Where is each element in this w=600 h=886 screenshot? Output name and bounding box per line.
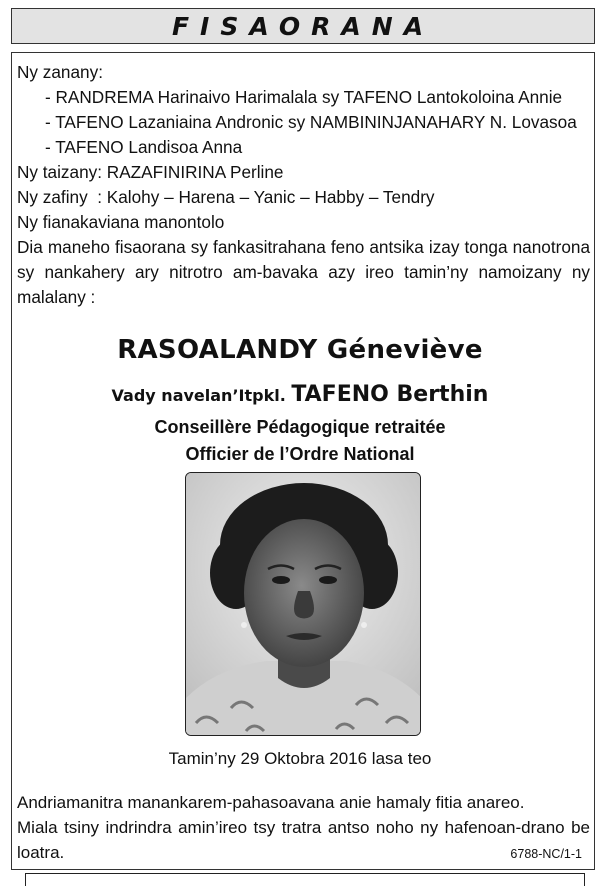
spouse-line	[0, 382, 600, 407]
closing-line: Andriamanitra manankarem-pahasoavana anie hamaly fitia anareo.	[17, 793, 525, 812]
death-date: Tamin’ny 29 Oktobra 2016 lasa teo	[168, 749, 432, 768]
family-section	[17, 60, 590, 310]
portrait-illustration	[186, 473, 421, 736]
title-line: Conseillère Pédagogique retraitée	[154, 417, 446, 437]
child-line	[17, 135, 590, 160]
announcement-header	[11, 8, 595, 44]
next-announcement-edge	[25, 873, 585, 886]
child-text: - TAFENO Lazaniaina Andronic sy NAMBININJANAHARY N. Lovasoa	[45, 112, 577, 132]
child-line	[17, 110, 590, 135]
closing-line: Miala tsiny indrindra amin’ireo tsy tratra antso noho ny hafenoan-drano be loatra.	[17, 818, 590, 862]
extended-family-line: Ny fianakaviana manontolo	[17, 212, 225, 232]
grandchildren-line: Ny zafiny : Kalohy – Harena – Yanic – Habby – Tendry	[17, 187, 435, 207]
spouse-name: TAFENO Berthin	[291, 382, 489, 407]
title-line: Officier de l’Ordre National	[185, 444, 415, 464]
child-text: - TAFENO Landisoa Anna	[45, 137, 243, 157]
children-label: Ny zanany:	[17, 62, 103, 82]
niece-line: Ny taizany: RAZAFINIRINA Perline	[17, 162, 284, 182]
deceased-name: RASOALANDY Géneviève	[117, 335, 483, 365]
spouse-prefix: Vady navelan’Itpkl.	[111, 386, 286, 405]
thanks-paragraph: Dia maneho fisaorana sy fankasitrahana feno antsika izay tonga nanotrona sy nankahery ary nitrotro am-bavaka azy ireo tamin’ny namoizany ny malalany :	[17, 237, 590, 307]
child-line	[17, 85, 590, 110]
portrait-photo	[185, 472, 421, 736]
announcement-title: FISAORANA	[171, 11, 435, 41]
child-text: - RANDREMA Harinaivo Harimalala sy TAFENO Lantokoloina Annie	[45, 87, 563, 107]
deceased-titles	[0, 414, 600, 468]
reference-code: 6788-NC/1-1	[510, 847, 582, 861]
closing-section	[17, 790, 590, 865]
